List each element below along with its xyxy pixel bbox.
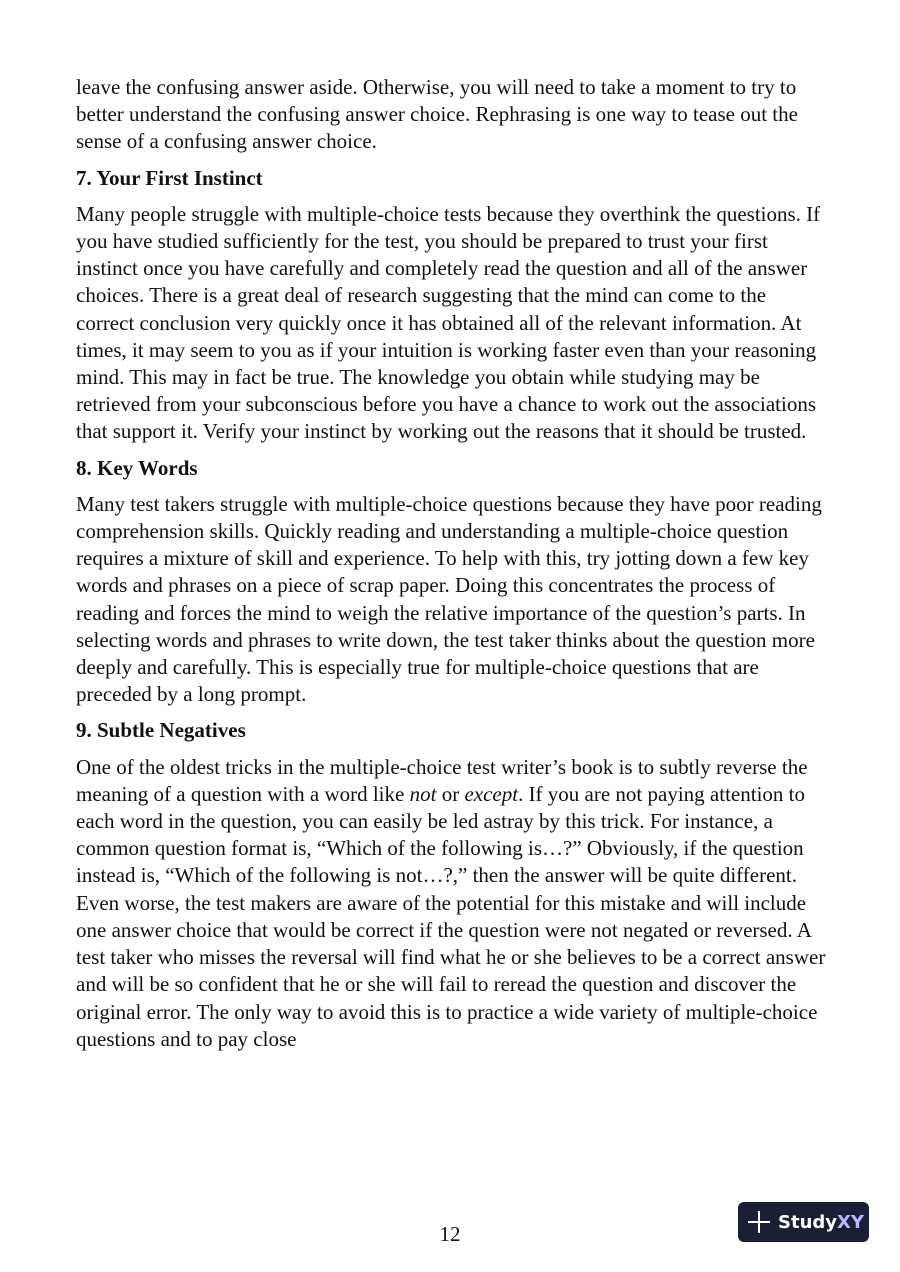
emphasis-except: except [464, 781, 519, 806]
document-page [76, 74, 828, 1062]
badge-text-accent: XY [837, 1211, 864, 1233]
emphasis-not: not [409, 781, 437, 806]
section-body-key-words: Many test takers struggle with multiple-choice questions because they have poor reading comprehension skills. Quickly reading and understanding a multiple-choice question requires a mixture of skill and experience. To help with this, try jotting down a few key words and phrases on a piece of scrap paper. Doing this concentrates the process of reading and forces the mind to weigh the relative importance of the question’s parts. In selecting words and phrases to write down, the test taker thinks about the question more deeply and carefully. This is especially true for multiple-choice questions that are preceded by a long prompt. [76, 491, 822, 707]
badge-text-main: Study [778, 1211, 838, 1233]
body-text-part: . If you are not paying attention to each word in the question, you can easily be led astray by this trick. For instance, a common question format is, “Which of the following is…?” Obviously, if the question instead is, “Which of the following is not…?,” then the answer will be quite different. Even worse, the test makers are aware of the potential for this mistake and will include one answer choice that would be correct if the question were not negated or reversed. A test taker who misses the reversal will find what he or she believes to be a correct answer and will be so confident that he or she will fail to reread the question and discover the original error. The only way to avoid this is to practice a wide variety of multiple-choice questions and to pay close [76, 781, 826, 1051]
section-body-first-instinct: Many people struggle with multiple-choice tests because they overthink the questions. If you have studied sufficiently for the test, you should be prepared to trust your first instinct once you have carefully and completely read the question and all of the answer choices. There is a great deal of research suggesting that the mind can come to the correct conclusion very quickly once it has obtained all of the relevant information. At times, it may seem to you as if your intuition is working faster even than your reasoning mind. This may in fact be true. The knowledge you obtain while studying may be retrieved from your subconscious before you have a chance to work out the associations that support it. Verify your instinct by working out the reasons that it should be trusted. [76, 201, 821, 444]
body-text-part: One of the oldest tricks in the multiple-choice test writer’s book is to subtly reverse the meaning of a question with a word like [76, 754, 808, 806]
studyxy-badge[interactable] [738, 1202, 869, 1242]
badge-logo-text [778, 1212, 864, 1233]
page-number: 12 [439, 1222, 461, 1246]
section-heading-first-instinct: 7. Your First Instinct [76, 165, 263, 190]
plus-icon [748, 1211, 770, 1233]
section-heading-subtle-negatives: 9. Subtle Negatives [76, 718, 246, 743]
section-heading-key-words: 8. Key Words [76, 455, 198, 480]
body-text-part: or [436, 781, 465, 806]
intro-paragraph: leave the confusing answer aside. Otherwise, you will need to take a moment to try to better understand the confusing answer choice. Rephrasing is one way to tease out the sense of a confusing answer choice. [76, 75, 798, 154]
section-body-subtle-negatives [76, 754, 828, 1053]
